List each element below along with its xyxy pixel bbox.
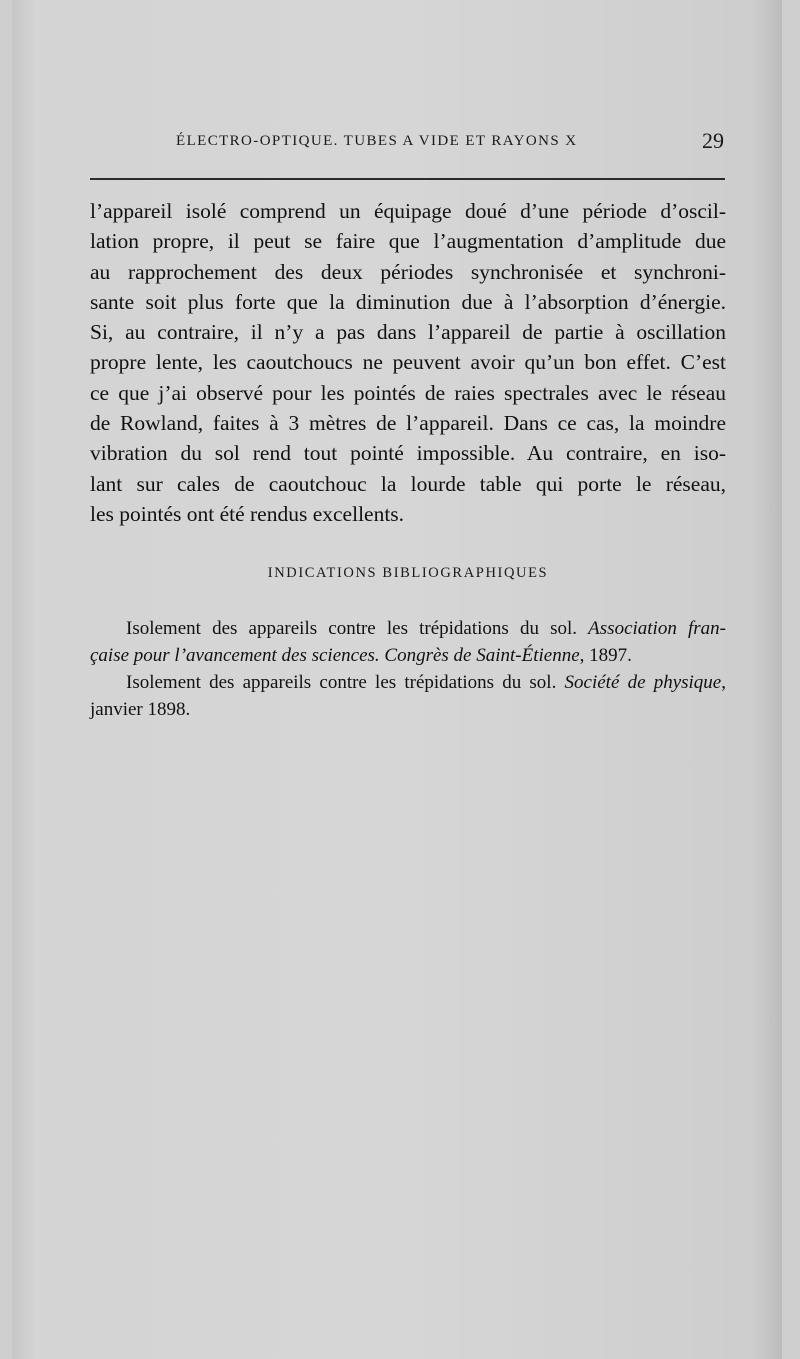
text-line: l’appareil isolé comprend un équipage doué d’une période d’oscil- bbox=[90, 199, 726, 223]
entry-line bbox=[90, 615, 726, 642]
entry-line bbox=[90, 669, 726, 696]
page-header bbox=[92, 130, 724, 158]
bibliography-list bbox=[90, 615, 726, 723]
text-line: propre lente, les caoutchoucs ne peuvent avoir qu’un bon effet. C’est bbox=[90, 350, 726, 375]
entry-italic: çaise pour l’avancement des sciences. Congrès de Saint-Étienne bbox=[90, 645, 580, 666]
entry-text: , bbox=[721, 672, 726, 693]
text-line: de Rowland, faites à 3 mètres de l’appareil. Dans ce cas, la moindre bbox=[90, 411, 726, 436]
page-number: 29 bbox=[702, 128, 724, 153]
entry-text: janvier 1898. bbox=[90, 699, 191, 720]
text-line: au rapprochement des deux périodes synchronisée et synchroni- bbox=[90, 259, 726, 284]
entry-line bbox=[90, 696, 726, 723]
entry-text: , 1897. bbox=[579, 645, 632, 666]
entry-line bbox=[90, 642, 726, 669]
body-paragraph bbox=[90, 196, 726, 529]
running-title: ÉLECTRO-OPTIQUE. TUBES A VIDE ET RAYONS X bbox=[176, 133, 578, 149]
entry-italic: Association fran- bbox=[588, 618, 726, 639]
header-rule bbox=[90, 178, 725, 180]
text-line: lant sur cales de caoutchouc la lourde table qui porte le réseau, bbox=[90, 471, 726, 496]
text-line: lation propre, il peut se faire que l’augmentation d’amplitude due bbox=[90, 229, 726, 254]
bibliography-entry bbox=[90, 669, 726, 723]
bibliography-entry bbox=[90, 615, 726, 669]
entry-italic: Société de physique bbox=[564, 672, 722, 693]
bibliography-title: INDICATIONS BIBLIOGRAPHIQUES bbox=[267, 565, 549, 581]
entry-text: Isolement des appareils contre les trépidations du sol. bbox=[126, 672, 565, 693]
text-line: ce que j’ai observé pour les pointés de raies spectrales avec le réseau bbox=[90, 380, 726, 405]
text-line: les pointés ont été rendus excellents. bbox=[90, 501, 405, 526]
text-line: sante soit plus forte que la diminution due à l’absorption d’énergie. bbox=[90, 289, 726, 314]
text-line: vibration du sol rend tout pointé impossible. Au contraire, en iso- bbox=[90, 441, 726, 466]
entry-text: Isolement des appareils contre les trépidations du sol. bbox=[126, 618, 589, 639]
text-line: Si, au contraire, il n’y a pas dans l’appareil de partie à oscillation bbox=[90, 320, 726, 345]
